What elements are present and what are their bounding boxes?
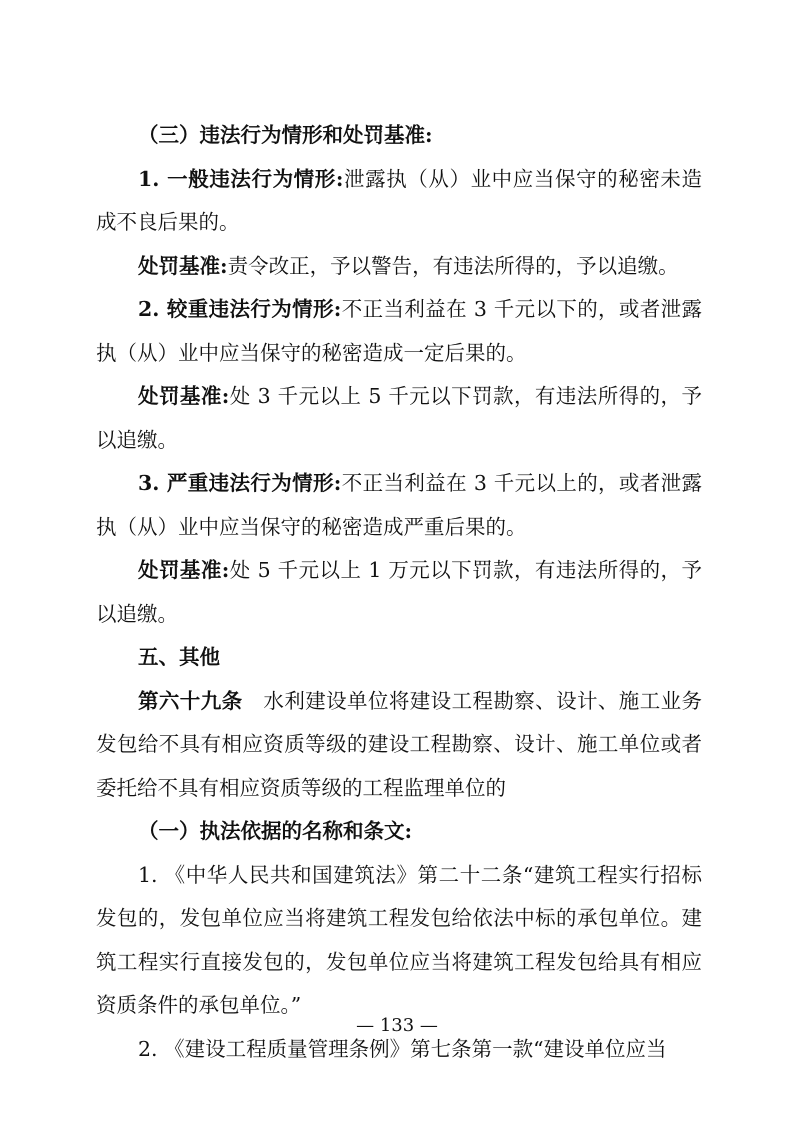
paragraph-text: 责令改正，予以警告，有违法所得的，予以追缴。 bbox=[227, 253, 679, 278]
paragraph-legal-basis-heading bbox=[96, 810, 702, 854]
paragraph-bold: 五、其他 bbox=[138, 645, 220, 669]
paragraph-text: 处 3 千元以上 5 千元以下罚款，有违法所得的，予以追缴。 bbox=[96, 384, 702, 452]
paragraph-text: 2. 《建设工程质量管理条例》第七条第一款“建设单位应当 bbox=[138, 1036, 667, 1061]
paragraph-bold: 2. 较重违法行为情形: bbox=[138, 297, 342, 321]
paragraph-penalty-3 bbox=[96, 549, 702, 636]
paragraph-construction-law bbox=[96, 854, 702, 1028]
paragraph-general-violation bbox=[96, 158, 702, 245]
page-number: — 133 — bbox=[356, 1015, 438, 1036]
document-body bbox=[96, 114, 702, 1071]
paragraph-bold: 1. 一般违法行为情形: bbox=[138, 166, 344, 191]
paragraph-bold: 3. 严重违法行为情形: bbox=[138, 471, 342, 495]
paragraph-penalty-1 bbox=[96, 245, 702, 289]
paragraph-text: 不正当利益在 3 千元以下的，或者泄露执（从）业中应当保守的秘密造成一定后果的。 bbox=[96, 297, 703, 365]
paragraph-bold: 处罚基准: bbox=[138, 558, 230, 582]
paragraph-text: 1. 《中华人民共和国建筑法》第二十二条“建筑工程实行招标发包的，发包单位应当将建筑工程发包给依法中标的承包单位。建筑工程实行直接发包的，发包单位应当将建筑工程发包给具有相应资质条件的承包单位。” bbox=[96, 862, 702, 1017]
paragraph-severe-violation bbox=[96, 462, 702, 549]
paragraph-section-other bbox=[96, 636, 702, 680]
paragraph-text: 泄露执（从）业中应当保守的秘密未造成不良后果的。 bbox=[96, 166, 702, 234]
paragraph-text: 水利建设单位将建设工程勘察、设计、施工业务发包给不具有相应资质等级的建设工程勘察、设计、施工单位或者委托给不具有相应资质等级的工程监理单位的 bbox=[96, 688, 703, 800]
paragraph-violation-heading bbox=[96, 114, 702, 158]
paragraph-article-69 bbox=[96, 680, 702, 811]
paragraph-serious-violation bbox=[96, 288, 702, 375]
paragraph-bold: （一）执法依据的名称和条文: bbox=[138, 819, 413, 843]
paragraph-bold: 处罚基准: bbox=[138, 253, 228, 278]
paragraph-penalty-2 bbox=[96, 375, 702, 462]
paragraph-text: 处 5 千元以上 1 万元以下罚款，有违法所得的，予以追缴。 bbox=[96, 558, 702, 626]
paragraph-bold: （三）违法行为情形和处罚基准: bbox=[138, 123, 433, 147]
paragraph-text: 不正当利益在 3 千元以上的，或者泄露执（从）业中应当保守的秘密造成严重后果的。 bbox=[96, 471, 703, 539]
paragraph-bold: 第六十九条 bbox=[138, 688, 243, 713]
paragraph-bold: 处罚基准: bbox=[138, 384, 230, 408]
